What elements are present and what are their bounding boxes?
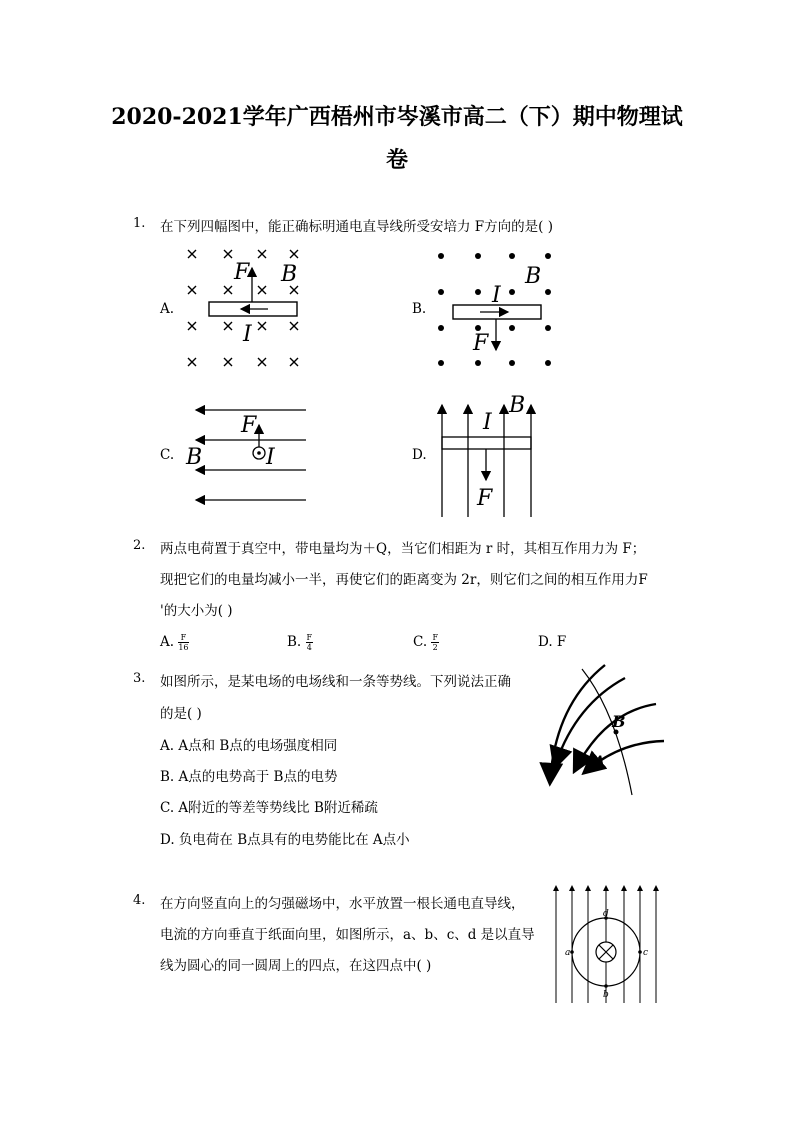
- q1-number: 1.: [133, 216, 146, 231]
- field-label: B: [186, 445, 203, 470]
- q1-figure-d: [430, 390, 550, 520]
- point-a-label: a: [565, 948, 571, 958]
- q2-option-b: B. $\frac{F}{4}$: [287, 633, 313, 652]
- q3-line2: 的是( ): [160, 706, 202, 722]
- q1-option-b-label: B.: [412, 301, 427, 317]
- q4-line1: 在方向竖直向上的匀强磁场中，水平放置一根长通电直导线，: [160, 896, 525, 912]
- q1-figure-b: [430, 245, 560, 375]
- page-title: 2020-2021学年广西梧州市岑溪市高二（下）期中物理试: [111, 104, 683, 130]
- q1-figure-a: [180, 245, 310, 375]
- current-label: I: [243, 322, 252, 347]
- q4-line3: 线为圆心的同一圆周上的四点，在这四点中( ): [160, 958, 432, 974]
- q1-text: 在下列四幅图中，能正确标明通电直导线所受安培力 F方向的是( ): [160, 219, 553, 235]
- page-title-continued: 卷: [385, 147, 408, 173]
- q2-number: 2.: [133, 538, 146, 553]
- wire-rect: [442, 437, 531, 449]
- q3-option-c: C. A附近的等差等势线比 B附近稀疏: [160, 800, 378, 816]
- current-label: I: [492, 283, 501, 308]
- point-a-label: A: [593, 752, 606, 771]
- q2-option-a: A. $\frac{F}{16}$: [160, 633, 189, 652]
- q3-option-d: D. 负电荷在 B点具有的电势能比在 A点小: [160, 832, 410, 848]
- force-label: F: [477, 486, 493, 511]
- point-d-label: d: [603, 909, 609, 919]
- q1-option-a-label: A.: [160, 301, 175, 317]
- q2-line2: 现把它们的电量均减小一半，再使它们的距离变为 2r，则它们之间的相互作用力F: [160, 572, 648, 588]
- q2-option-d: D. F: [538, 634, 567, 650]
- point-c-label: c: [643, 948, 649, 958]
- q4-number: 4.: [133, 893, 146, 908]
- q1-figure-c: [185, 400, 310, 510]
- force-label: F: [241, 413, 257, 438]
- q1-option-c-label: C.: [160, 447, 175, 463]
- current-label: I: [266, 445, 275, 470]
- q3-option-b: B. A点的电势高于 B点的电势: [160, 769, 338, 785]
- q1-option-d-label: D.: [412, 447, 427, 463]
- q3-line1: 如图所示，是某电场的电场线和一条等势线。下列说法正确: [160, 674, 511, 690]
- q4-line2: 电流的方向垂直于纸面向里，如图所示，a、b、c、d 是以直导: [160, 927, 535, 943]
- current-label: I: [483, 410, 492, 435]
- q2-option-c: C. $\frac{F}{2}$: [413, 633, 438, 652]
- q2-line1: 两点电荷置于真空中，带电量均为＋Q，当它们相距为 r 时，其相互作用力为 F；: [160, 541, 646, 557]
- field-label: B: [525, 264, 542, 289]
- q2-line3: '的大小为( ): [160, 603, 233, 619]
- force-label: F: [473, 331, 489, 356]
- q3-option-a: A. A点和 B点的电场强度相同: [160, 738, 338, 754]
- q3-number: 3.: [133, 671, 146, 686]
- field-label: B: [509, 393, 526, 418]
- field-label: B: [281, 262, 298, 287]
- q4-magnetic-field-figure: [550, 880, 660, 1005]
- point-a: [584, 759, 589, 764]
- point-b-label: B: [612, 712, 626, 731]
- q3-electric-field-figure: [540, 660, 665, 800]
- point-b-label: b: [603, 990, 609, 1000]
- equipotential-line: [582, 669, 632, 795]
- force-label: F: [234, 260, 250, 285]
